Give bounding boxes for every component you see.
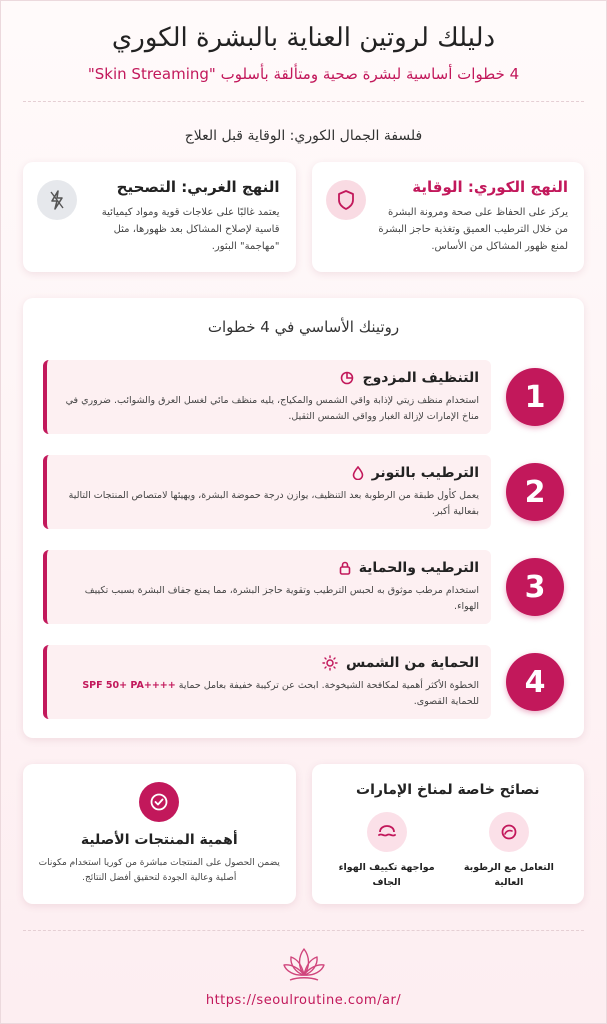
original-products-title: أهمية المنتجات الأصلية: [80, 832, 238, 848]
humidity-icon: [489, 812, 529, 852]
step-4-desc-text: الخطوة الأكثر أهمية لمكافحة الشيخوخة. ابحث عن تركيبة خفيفة بعامل حماية: [178, 680, 479, 691]
droplet-icon: [352, 466, 364, 480]
step-1-title: التنظيف المزدوج: [362, 370, 479, 386]
step-2-desc: يعمل كأول طبقة من الرطوبة بعد التنظيف، يوازن درجة حموضة البشرة، ويهيئها لامتصاص المنتجات التالية بفعالية أكبر.: [68, 490, 479, 517]
step-4-number: 4: [506, 653, 564, 711]
pie-chart-icon: [340, 371, 354, 385]
tip-label: التعامل مع الرطوبة العالية: [463, 862, 554, 888]
original-products-card: [23, 764, 296, 904]
step-3-number: 3: [506, 558, 564, 616]
step-4-title: الحماية من الشمس: [345, 655, 479, 671]
tips-title: نصائح خاصة لمناخ الإمارات: [356, 782, 540, 798]
philosophy-row: [23, 162, 584, 272]
step-1: [43, 360, 564, 436]
step-3-box: [43, 550, 491, 624]
footer-divider: [23, 930, 584, 931]
step-1-number: 1: [506, 368, 564, 426]
step-1-desc: استخدام منظف زيتي لإذابة واقي الشمس والمكياج، يليه منظف مائي لغسل العرق والشوائب. ضروري في مناخ الإمارات لإزالة الغبار وواقي الشمس الثقيل.: [65, 395, 479, 422]
lock-icon: [339, 561, 351, 575]
tip-item: [337, 812, 437, 890]
shield-icon: [326, 180, 366, 220]
page-subtitle: 4 خطوات أساسية لبشرة صحية ومتألقة بأسلوب "Skin Streaming": [87, 65, 520, 83]
tip-label: مواجهة تكييف الهواء الجاف: [338, 862, 435, 888]
step-3-desc: استخدام مرطب موثوق به لحبس الترطيب وتقوية حاجز البشرة، مما يمنع جفاف البشرة بسبب تكييف الهواء.: [84, 585, 479, 612]
check-badge-icon: [139, 782, 179, 822]
spf-highlight: SPF 50+ PA++++: [82, 680, 176, 691]
ac-wind-icon: [367, 812, 407, 852]
step-2-title: الترطيب بالتونر: [371, 465, 479, 481]
step-3-title: الترطيب والحماية: [358, 560, 479, 576]
korean-approach-desc: يركز على الحفاظ على صحة ومرونة البشرة من خلال الترطيب العميق وتغذية حاجز البشرة لمنع ظهور المشاكل من الأساس.: [378, 207, 568, 252]
routine-title: روتينك الأساسي في 4 خطوات: [207, 318, 400, 336]
western-approach-desc: يعتمد غالبًا على علاجات قوية ومواد كيميائية قاسية لإصلاح المشاكل بعد ظهورها، مثل "مهاجمة" البثور.: [101, 207, 280, 252]
step-2-box: [43, 455, 491, 529]
western-approach-card: [23, 162, 296, 272]
uae-tips-card: [312, 764, 585, 904]
header-divider: [23, 101, 584, 102]
bottom-row: [23, 764, 584, 904]
western-approach-title: النهج الغربي: التصحيح: [116, 178, 280, 196]
step-4-desc: [59, 678, 479, 710]
website-link[interactable]: https://seoulroutine.com/ar/: [205, 993, 402, 1008]
step-4-desc-end: للحماية القصوى.: [413, 696, 479, 707]
footer: [1, 945, 606, 1008]
page-title: دليلك لروتين العناية بالبشرة الكوري: [111, 23, 496, 53]
korean-approach-card: [312, 162, 585, 272]
step-2-number: 2: [506, 463, 564, 521]
tip-item: [459, 812, 559, 890]
step-4: [43, 645, 564, 721]
step-3: [43, 550, 564, 626]
korean-approach-title: النهج الكوري: الوقاية: [412, 178, 568, 196]
step-2: [43, 455, 564, 531]
lotus-icon: [280, 945, 328, 985]
header: [1, 1, 606, 83]
step-4-box: [43, 645, 491, 719]
bolt-icon: [37, 180, 77, 220]
step-1-box: [43, 360, 491, 434]
philosophy-title: فلسفة الجمال الكوري: الوقاية قبل العلاج: [184, 128, 423, 144]
routine-card: [23, 298, 584, 738]
original-products-desc: يضمن الحصول على المنتجات مباشرة من كوريا استخدام مكونات أصلية وعالية الجودة لتحقيق أفضل النتائج.: [38, 858, 280, 883]
sun-icon: [322, 655, 338, 671]
